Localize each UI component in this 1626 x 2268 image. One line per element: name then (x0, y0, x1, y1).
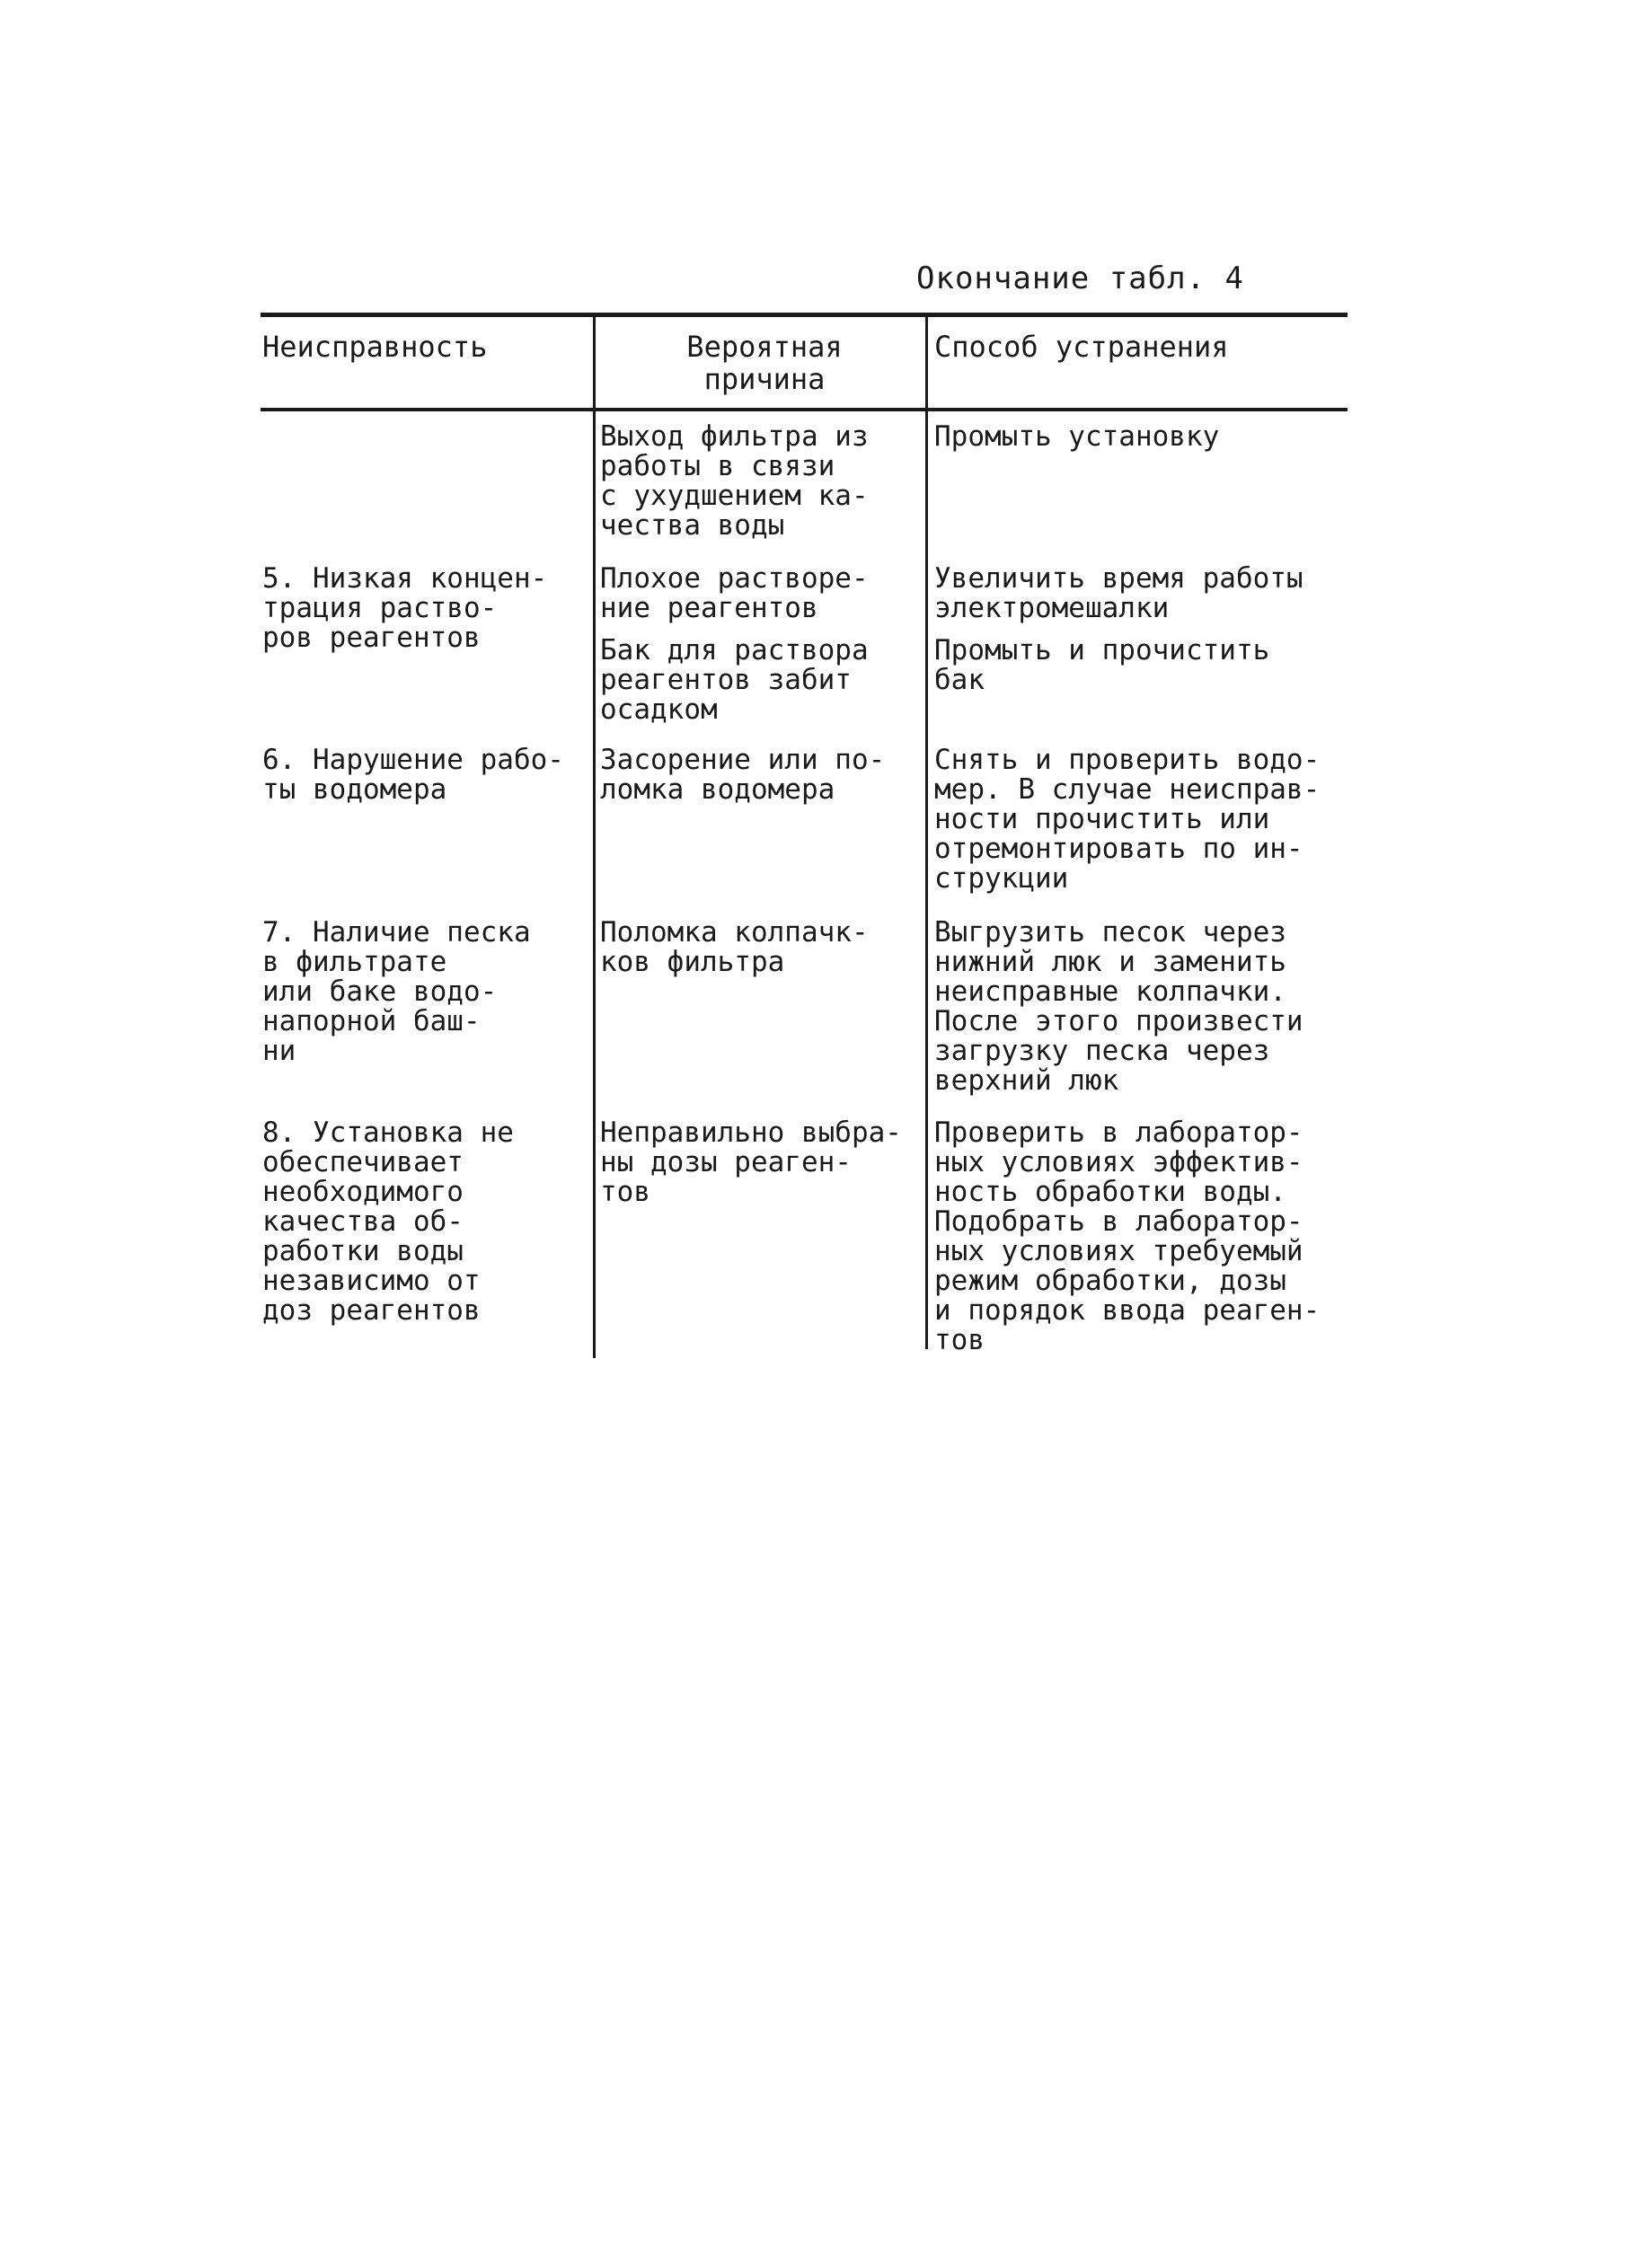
column-divider-2 (925, 316, 928, 1349)
table-top-rule (261, 313, 1348, 317)
row-4-cause: Поломка колпачк- ков фильтра (600, 916, 869, 978)
row-5-fix: Проверить в лаборатор- ных условиях эффектив- ность обработки воды. Подобрать в лаборатор- ных условиях требуемый режим обработки, дозы и порядок ввода реаген- тов (934, 1116, 1321, 1356)
header-cause: Вероятная причина (686, 330, 843, 396)
table-header-rule (261, 408, 1348, 411)
row-2-cause: Бак для раствора реагентов забит осадком (600, 634, 869, 726)
header-fault: Неисправность (262, 330, 488, 364)
table-caption: Окончание табл. 4 (916, 260, 1244, 296)
header-fix: Способ устранения (934, 330, 1229, 364)
row-4-fault: 7. Наличие песка в фильтрате или баке водо- напорной баш- ни (262, 916, 531, 1067)
row-0-fix: Промыть установку (934, 420, 1220, 453)
row-1-fault: 5. Низкая концен- трация раство- ров реагентов (262, 562, 548, 654)
row-4-fix: Выгрузить песок через нижний люк и заменить неисправные колпачки. После этого произвести загрузку песка через верхний люк (934, 916, 1303, 1097)
row-1-fix: Увеличить время работы электромешалки (934, 562, 1303, 624)
column-divider-1 (593, 316, 596, 1358)
row-3-fix: Снять и проверить водо- мер. В случае неисправ- ности прочистить или отремонтировать по ин- струкции (934, 744, 1321, 895)
row-0-cause: Выход фильтра из работы в связи с ухудшением ка- чества воды (600, 420, 869, 542)
row-2-fix: Промыть и прочистить бак (934, 634, 1270, 696)
row-1-cause: Плохое растворе- ние реагентов (600, 562, 869, 624)
row-3-cause: Засорение или по- ломка водомера (600, 744, 886, 806)
row-5-fault: 8. Установка не обеспечивает необходимого качества об- работки воды независимо от доз реагентов (262, 1116, 514, 1327)
row-5-cause: Неправильно выбра- ны дозы реаген- тов (600, 1116, 902, 1208)
row-3-fault: 6. Нарушение рабо- ты водомера (262, 744, 564, 806)
